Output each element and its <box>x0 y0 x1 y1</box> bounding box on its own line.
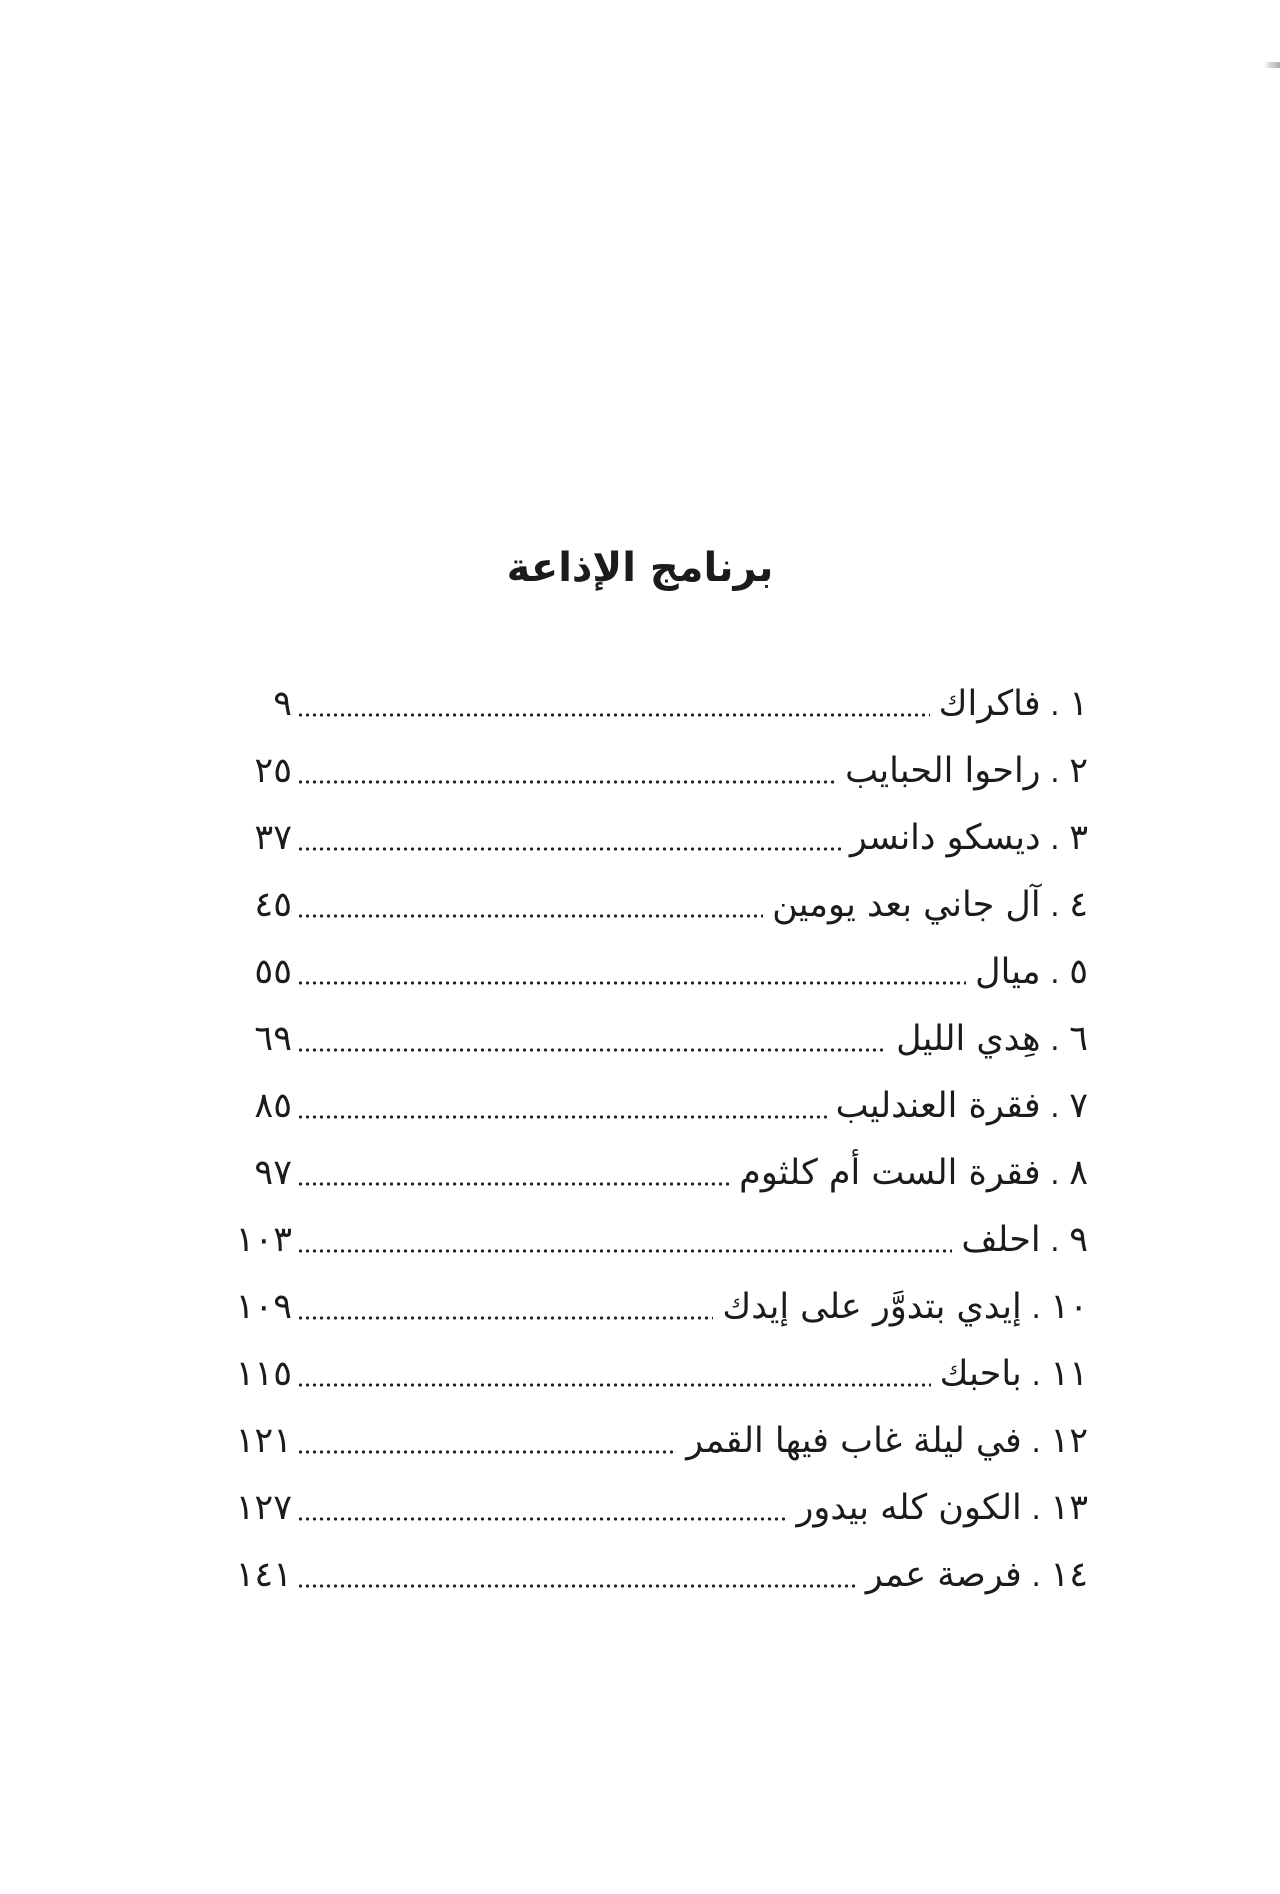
toc-entry-separator: . <box>1040 822 1070 857</box>
toc-entry-number: ١ <box>1069 684 1088 724</box>
toc-entry-title: راحوا الحبايب <box>845 751 1041 791</box>
dot-leader <box>297 939 966 1006</box>
toc-entry-title: باحبك <box>939 1354 1022 1394</box>
toc-entry-label <box>940 1341 1088 1408</box>
toc-entry-label <box>939 671 1088 738</box>
toc-row <box>192 1475 1088 1542</box>
toc-entry-title: فاكراك <box>938 684 1041 724</box>
dot-leader <box>297 1006 887 1073</box>
toc-entry-page: ١٠٣ <box>235 1220 292 1260</box>
toc-entry-label <box>772 872 1088 939</box>
toc-entry-separator: . <box>1021 1559 1051 1594</box>
dot-leader <box>297 1341 931 1408</box>
toc-row <box>192 1073 1088 1140</box>
toc-entry-label <box>896 1006 1088 1073</box>
toc-row <box>192 1542 1088 1609</box>
toc-entry-number: ٨ <box>1069 1153 1088 1193</box>
toc-entry-page: ٩٧ <box>254 1153 292 1193</box>
toc-entry-page: ٨٥ <box>254 1086 292 1126</box>
dot-leader <box>297 671 930 738</box>
scan-smudge-mark <box>1264 62 1280 68</box>
toc-entry-separator: . <box>1040 889 1070 924</box>
toc-entry-number: ١٣ <box>1050 1488 1088 1528</box>
dot-leader <box>297 1140 730 1207</box>
toc-entry-page: ٤٥ <box>254 885 292 925</box>
toc-list <box>192 671 1088 1609</box>
toc-entry-label <box>866 1542 1088 1609</box>
toc-entry-number: ١٢ <box>1050 1421 1088 1461</box>
toc-entry-label <box>686 1408 1088 1475</box>
dot-leader <box>297 738 836 805</box>
toc-entry-number: ١٠ <box>1050 1287 1088 1327</box>
toc-entry-separator: . <box>1040 755 1070 790</box>
toc-row <box>192 872 1088 939</box>
toc-entry-label <box>850 805 1088 872</box>
toc-entry-separator: . <box>1040 1023 1070 1058</box>
toc-entry-separator: . <box>1021 1425 1051 1460</box>
toc-entry-page: ١٢١ <box>235 1421 292 1461</box>
toc-entry-separator: . <box>1040 1090 1070 1125</box>
toc-entry-separator: . <box>1040 1224 1070 1259</box>
dot-leader <box>297 1475 788 1542</box>
toc-entry-page: ١١٥ <box>235 1354 292 1394</box>
toc-row <box>192 1274 1088 1341</box>
toc-entry-title: الكون كله بيدور <box>796 1488 1022 1528</box>
dot-leader <box>297 1542 857 1609</box>
toc-entry-number: ٤ <box>1069 885 1088 925</box>
toc-entry-title: ديسكو دانسر <box>849 818 1041 858</box>
toc-row <box>192 738 1088 805</box>
toc-entry-label <box>797 1475 1088 1542</box>
toc-entry-label <box>975 939 1088 1006</box>
toc-entry-title: فقرة الست أم كلثوم <box>739 1153 1041 1193</box>
toc-entry-page: ١٢٧ <box>235 1488 292 1528</box>
toc-entry-label <box>845 738 1088 805</box>
toc-row <box>192 1140 1088 1207</box>
toc-entry-label <box>722 1274 1088 1341</box>
toc-entry-number: ١٤ <box>1050 1555 1088 1595</box>
toc-row <box>192 1006 1088 1073</box>
toc-entry-title: في ليلة غاب فيها القمر <box>686 1421 1022 1461</box>
toc-entry-number: ٩ <box>1069 1220 1088 1260</box>
dot-leader <box>297 1274 713 1341</box>
toc-entry-number: ٧ <box>1069 1086 1088 1126</box>
dot-leader <box>297 872 763 939</box>
toc-entry-number: ٣ <box>1069 818 1088 858</box>
toc-row <box>192 1207 1088 1274</box>
toc-entry-label <box>961 1207 1088 1274</box>
dot-leader <box>297 1408 677 1475</box>
toc-row <box>192 671 1088 738</box>
toc-entry-title: فقرة العندليب <box>835 1086 1041 1126</box>
toc-entry-separator: . <box>1021 1358 1051 1393</box>
toc-entry-page: ٦٩ <box>254 1019 292 1059</box>
toc-entry-page: ٢٥ <box>254 751 292 791</box>
toc-entry-separator: . <box>1040 956 1070 991</box>
toc-entry-separator: . <box>1040 1157 1070 1192</box>
toc-entry-title: فرصة عمر <box>865 1555 1022 1595</box>
toc-entry-page: ٩ <box>273 684 292 724</box>
toc-row <box>192 1408 1088 1475</box>
toc-entry-page: ١٤١ <box>235 1555 292 1595</box>
toc-entry-number: ١١ <box>1050 1354 1088 1394</box>
toc-entry-page: ٥٥ <box>254 952 292 992</box>
toc-entry-page: ١٠٩ <box>235 1287 292 1327</box>
dot-leader <box>297 805 841 872</box>
toc-row <box>192 939 1088 1006</box>
toc-entry-number: ٢ <box>1069 751 1088 791</box>
toc-row <box>192 1341 1088 1408</box>
toc-entry-title: هِدي الليل <box>896 1019 1041 1059</box>
toc-entry-number: ٦ <box>1069 1019 1088 1059</box>
toc-entry-label <box>836 1073 1088 1140</box>
toc-entry-page: ٣٧ <box>254 818 292 858</box>
toc-entry-title: احلف <box>961 1220 1041 1260</box>
toc-row <box>192 805 1088 872</box>
toc-entry-separator: . <box>1021 1492 1051 1527</box>
toc-entry-title: إيدي بتدوَّر على إيدك <box>722 1287 1022 1327</box>
toc-entry-title: آل جاني بعد يومين <box>772 885 1041 925</box>
toc-entry-separator: . <box>1040 688 1070 723</box>
toc-entry-title: ميال <box>975 952 1041 992</box>
toc-entry-separator: . <box>1021 1291 1051 1326</box>
page-title: برنامج الإذاعة <box>506 545 774 591</box>
dot-leader <box>297 1073 827 1140</box>
toc-entry-label <box>739 1140 1088 1207</box>
toc-entry-number: ٥ <box>1069 952 1088 992</box>
dot-leader <box>297 1207 952 1274</box>
